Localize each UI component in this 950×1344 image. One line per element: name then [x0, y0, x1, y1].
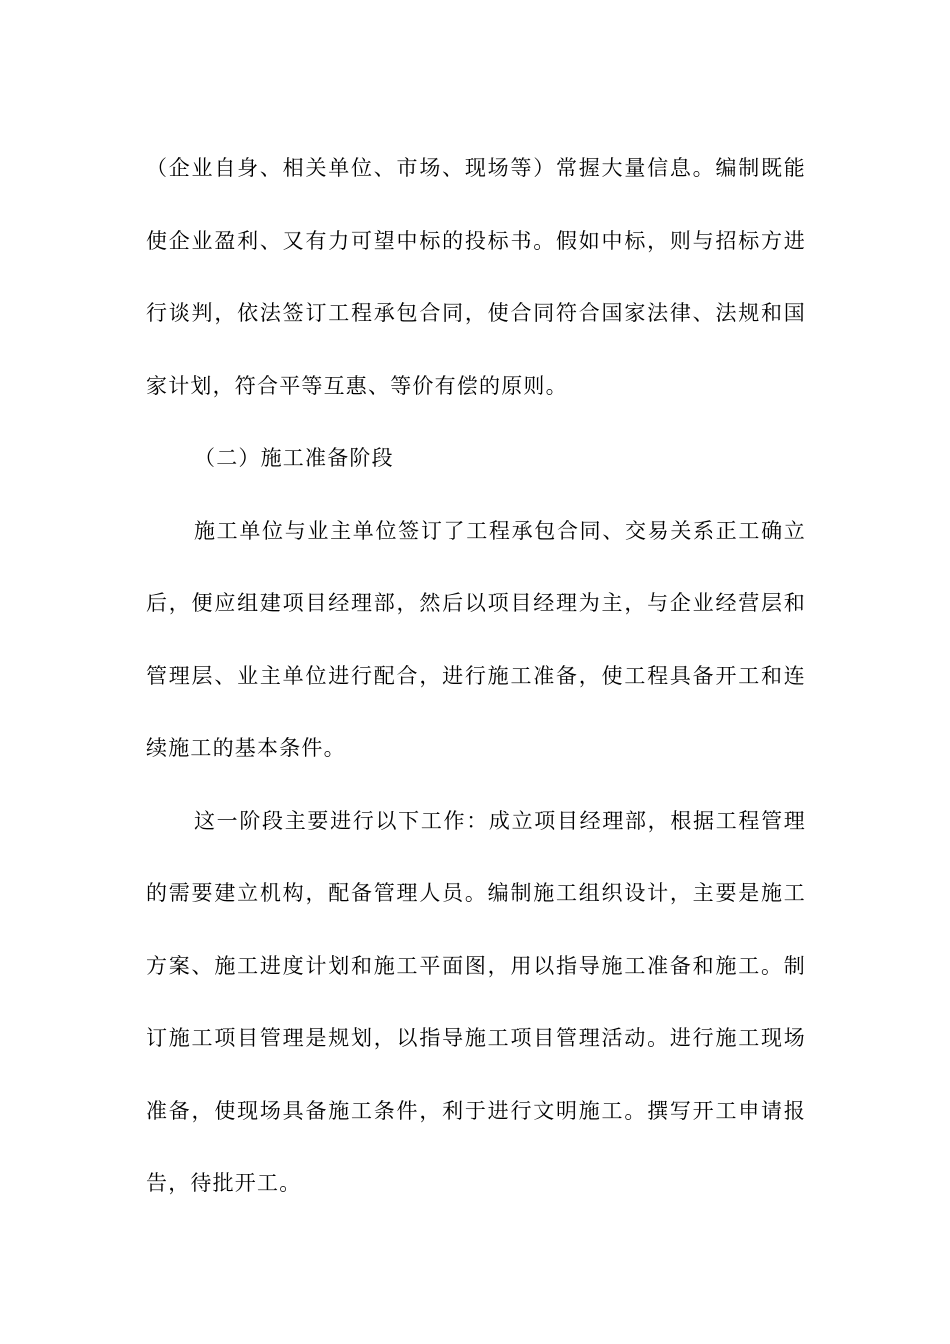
- paragraph-preparation: 施工单位与业主单位签订了工程承包合同、交易关系正工确立后，便应组建项目经理部，然后以项目经理为主，与企业经营层和管理层、业主单位进行配合，进行施工准备，使工程具备开工和连续施工的基本条件。: [146, 518, 806, 760]
- section-heading: （二）施工准备阶段: [194, 446, 394, 470]
- paragraph-continued: （企业自身、相关单位、市场、现场等）常握大量信息。编制既能使企业盈利、又有力可望中标的投标书。假如中标，则与招标方进行谈判，依法签订工程承包合同，使合同符合国家法律、法规和国家计划，符合平等互惠、等价有偿的原则。: [146, 156, 806, 398]
- paragraph-tasks: 这一阶段主要进行以下工作：成立项目经理部，根据工程管理的需要建立机构，配备管理人员。编制施工组织设计，主要是施工方案、施工进度计划和施工平面图，用以指导施工准备和施工。制订施工项目管理是规划，以指导施工项目管理活动。进行施工现场准备，使现场具备施工条件，利于进行文明施工。撰写开工申请报告，待批开工。: [146, 808, 806, 1195]
- body-text: [146, 132, 806, 1220]
